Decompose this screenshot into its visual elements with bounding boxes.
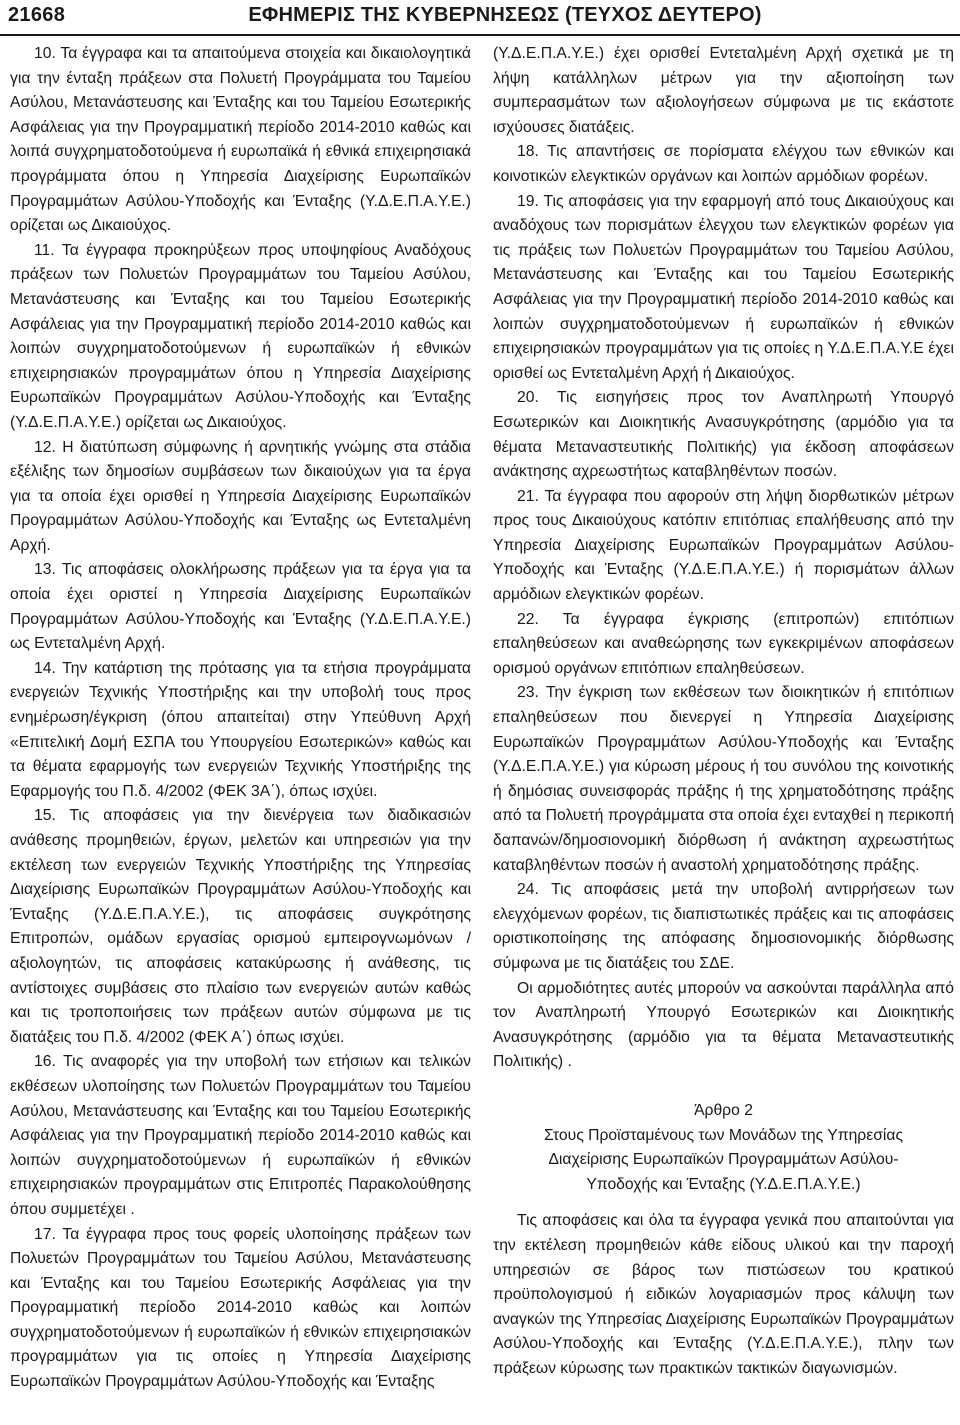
paragraph-23: 23. Την έγκριση των εκθέσεων των διοικητικών ή επιτόπιων επαληθεύσεων που διενεργεί η Υπηρεσία Διαχείρισης Ευρωπαϊκών Προγραμμάτων Ασύλου-Υποδοχής και Ένταξης (Υ.Δ.Ε.Π.Α.Υ.Ε.) για κύρωση μέρους ή του συνόλου της κοινοτικής ή δημόσιας συνεισφοράς πράξης ή της χρηματοδότησης πράξης από τα Πολυετή προγράμματα στα οποία έχει ενταχθεί η περικοπή δαπανών/δημοσιονομική διόρθωση ή ανάκτηση αχρεωστήτως καταβληθέντων ποσών ή αναστολή χρηματοδότησης πράξης. xyxy=(493,684,954,874)
paragraph-17: 17. Τα έγγραφα προς τους φορείς υλοποίησης πράξεων των Πολυετών Προγραμμάτων του Ταμείου Ασύλου, Μετανάστευσης και Ένταξης και του Ταμείου Εσωτερικής Ασφάλειας για την Προγραμματική περίοδο 2014-2010 καθώς και λοιπών συγχρηματοδοτούμενων ή ευρωπαϊκών ή εθνικών επιχειρησιακών προγραμμάτων για τις οποίες η Υπηρεσία Διαχείρισης Ευρωπαϊκών Προγραμμάτων Ασύλου-Υποδοχής και Ένταξης xyxy=(10,1225,471,1391)
paragraph-12: 12. Η διατύπωση σύμφωνης ή αρνητικής γνώμης στα στάδια εξέλιξης των δημοσίων συμβάσεων των δικαιούχων για τα έργα για τα οποία έχει ορισθεί η Υπηρεσία Διαχείρισης Ευρωπαϊκών Προγραμμάτων Ασύλου-Υποδοχής και Ένταξης ως Εντεταλμένη Αρχή. xyxy=(10,438,471,554)
paragraph-17-continuation: (Υ.Δ.Ε.Π.Α.Υ.Ε.) έχει ορισθεί Εντεταλμένη Αρχή σχετικά με τη λήψη κατάλληλων μέτρων για την αξιοποίηση των συμπερασμάτων των αξιολογήσεων σύμφωνα με τις εκάστοτε ισχύουσες διατάξεις. xyxy=(493,45,954,136)
article-number: Άρθρο 2 xyxy=(694,1101,753,1119)
left-column xyxy=(10,42,471,1395)
paragraph-13: 13. Τις αποφάσεις ολοκλήρωσης πράξεων για τα έργα για τα οποία έχει οριστεί η Υπηρεσία Διαχείρισης Ευρωπαϊκών Προγραμμάτων Ασύλου-Υποδοχής και Ένταξης (Υ.Δ.Ε.Π.Α.Υ.Ε.) ως Εντεταλμένη Αρχή. xyxy=(10,561,471,653)
paragraph-11: 11. Τα έγγραφα προκηρύξεων προς υποψηφίους Αναδόχους πράξεων των Πολυετών Προγραμμάτων του Ταμείου Ασύλου, Μετανάστευσης και Ένταξης και του Ταμείου Εσωτερικής Ασφάλειας για την Προγραμματική περίοδο 2014-2010 καθώς και λοιπών συγχρηματοδοτούμενων ή ευρωπαϊκών ή εθνικών επιχειρησιακών προγραμμάτων όπου η Υπηρεσία Διαχείρισης Ευρωπαϊκών Προγραμμάτων Ασύλου-Υποδοχής και Ένταξης (Υ.Δ.Ε.Π.Α.Υ.Ε.) ορίζεται ως Δικαιούχος. xyxy=(10,241,471,431)
paragraph-19: 19. Τις αποφάσεις για την εφαρμογή από τους Δικαιούχους και αναδόχους των πορισμάτων έλεγχου των ελεγκτικών φορέων για τις πράξεις των Πολυετών Προγραμμάτων του Ταμείου Ασύλου, Μετανάστευσης και Ένταξης και του Ταμείου Εσωτερικής Ασφάλειας για την Προγραμματική περίοδο 2014-2010 καθώς και λοιπών συγχρηματοδοτούμενων ή ευρωπαϊκών ή εθνικών επιχειρησιακών προγραμμάτων για τις οποίες η Υ.Δ.Ε.Π.Α.Υ.Ε έχει ορισθεί ως Εντεταλμένη Αρχή ή Δικαιούχος. xyxy=(493,192,954,382)
right-column xyxy=(493,42,954,1395)
paragraph-closing: Οι αρμοδιότητες αυτές μπορούν να ασκούνται παράλληλα από τον Αναπληρωτή Υπουργό Εσωτερικών και Διοικητικής Ανασυγκρότησης (αρμόδιο για τα θέματα Μεταναστευτικής Πολιτικής) . xyxy=(493,979,954,1071)
paragraph-15: 15. Τις αποφάσεις για την διενέργεια των διαδικασιών ανάθεσης προμηθειών, έργων, μελετών και υπηρεσιών για την εκτέλεση των ενεργειών Τεχνικής Υποστήριξης της Υπηρεσίας Διαχείρισης Ευρωπαϊκών Προγραμμάτων Ασύλου-Υποδοχής και Ένταξης (Υ.Δ.Ε.Π.Α.Υ.Ε.), τις αποφάσεις συγκρότησης Επιτροπών, ομάδων εργασίας ορισμού εμπειρογνωμόνων /αξιολογητών, τις αποφάσεις κατακύρωσης ή ανάθεσης, τις αντίστοιχες συμβάσεις στο πλαίσιο των ενεργειών αυτών καθώς και τις τροποποιήσεις των πράξεων αυτών σύμφωνα με τις διατάξεις του Π.δ. 4/2002 (ΦΕΚ Α΄) όπως ισχύει. xyxy=(10,807,471,1046)
paragraph-10: 10. Τα έγγραφα και τα απαιτούμενα στοιχεία και δικαιολογητικά για την ένταξη πράξεων στα Πολυετή Προγράμματα του Ταμείου Ασύλου, Μετανάστευσης και Ένταξης και του Ταμείου Εσωτερικής Ασφάλειας για την Προγραμματική περίοδο 2014-2010 καθώς και λοιπά συγχρηματοδοτούμενα ή ευρωπαϊκά ή εθνικά επιχειρησιακά προγράμματα όπου η Υπηρεσία Διαχείρισης Ευρωπαϊκών Προγραμμάτων Ασύλου-Υποδοχής και Ένταξης (Υ.Δ.Ε.Π.Α.Υ.Ε.) ορίζεται ως Δικαιούχος. xyxy=(10,45,471,235)
article-body: Τις αποφάσεις και όλα τα έγγραφα γενικά που απαιτούνται για την εκτέλεση προμηθειών κάθε είδους υλικού και την παροχή υπηρεσιών σε βάρος των πιστώσεων του κρατικού προϋπολογισμού ή ειδικών λογαριασμών προς κάλυψη των αναγκών της Υπηρεσίας Διαχείρισης Ευρωπαϊκών Προγραμμάτων Ασύλου-Υποδοχής και Ένταξης (Υ.Δ.Ε.Π.Α.Υ.Ε.), πλην των πράξεων κύρωσης των πρακτικών τακτικών διαγωνισμών. xyxy=(493,1212,954,1377)
gazette-title: ΕΦΗΜΕΡΙΣ ΤΗΣ ΚΥΒΕΡΝΗΣΕΩΣ (ΤΕΥΧΟΣ ΔΕΥΤΕΡΟ) xyxy=(248,4,762,26)
page-header xyxy=(0,0,960,36)
article-title-line-3: Υποδοχής και Ένταξης (Υ.Δ.Ε.Π.Α.Υ.Ε.) xyxy=(586,1175,861,1193)
paragraph-20: 20. Τις εισηγήσεις προς τον Αναπληρωτή Υπουργό Εσωτερικών και Διοικητικής Ανασυγκρότησης (αρμόδιο για τα θέματα Μεταναστευτικής Πολιτικής) για έκδοση αποφάσεων ανάκτησης αχρεωστήτως καταβληθέντων ποσών. xyxy=(493,389,954,481)
paragraph-18: 18. Τις απαντήσεις σε πορίσματα ελέγχου των εθνικών και κοινοτικών ελεγκτικών οργάνων και λοιπών αρμόδιων φορέων. xyxy=(493,143,954,185)
article-title-line-2: Διαχείρισης Ευρωπαϊκών Προγραμμάτων Ασύλου- xyxy=(548,1151,899,1169)
text-columns xyxy=(10,42,954,1395)
article-title-line-1: Στους Προϊσταμένους των Μονάδων της Υπηρεσίας xyxy=(543,1126,904,1144)
article-heading xyxy=(493,1099,954,1197)
paragraph-14: 14. Την κατάρτιση της πρότασης για τα ετήσια προγράμματα ενεργειών Τεχνικής Υποστήριξης και την υποβολή τους προς ενημέρωση/έγκριση (όπου απαιτείται) στην Υπεύθυνη Αρχή «Επιτελική Δομή ΕΣΠΑ του Υπουργείου Εσωτερικών» καθώς και τα θέματα εφαρμογής των ενεργειών Τεχνικής Υποστήριξης της Εφαρμογής του Π.δ. 4/2002 (ΦΕΚ 3Α΄), όπως ισχύει. xyxy=(10,659,471,800)
paragraph-21: 21. Τα έγγραφα που αφορούν στη λήψη διορθωτικών μέτρων προς τους Δικαιούχους κατόπιν επιτόπιας επαλήθευσης από την Υπηρεσία Διαχείρισης Ευρωπαϊκών Προγραμμάτων Ασύλου-Υποδοχής και Ένταξης (Υ.Δ.Ε.Π.Α.Υ.Ε.) ή πορισμάτων άλλων αρμόδιων ελεγκτικών φορέων. xyxy=(493,487,954,604)
paragraph-24: 24. Τις αποφάσεις μετά την υποβολή αντιρρήσεων των ελεγχόμενων φορέων, τις διαπιστωτικές πράξεις και τις αποφάσεις οριστικοποίησης της απόφασης δημοσιονομικής διόρθωσης σύμφωνα με τις διατάξεις του ΣΔΕ. xyxy=(493,881,954,972)
paragraph-16: 16. Τις αναφορές για την υποβολή των ετήσιων και τελικών εκθέσεων υλοποίησης των Πολυετών Προγραμμάτων του Ταμείου Ασύλου, Μετανάστευσης και Ένταξης και του Ταμείου Εσωτερικής Ασφάλειας για την Προγραμματική περίοδο 2014-2010 καθώς και λοιπών συγχρηματοδοτούμενων ή ευρωπαϊκών ή εθνικών επιχειρησιακών προγραμμάτων στις Επιτροπές Παρακολούθησης όπου συμμετέχει . xyxy=(10,1053,471,1218)
paragraph-22: 22. Τα έγγραφα έγκρισης (επιτροπών) επιτόπιων επαληθεύσεων και αναθεώρησης των εγκεκριμένων αποφάσεων ορισμού οργάνων επιτόπιων επαληθεύσεων. xyxy=(493,610,954,677)
page-number: 21668 xyxy=(8,4,66,26)
